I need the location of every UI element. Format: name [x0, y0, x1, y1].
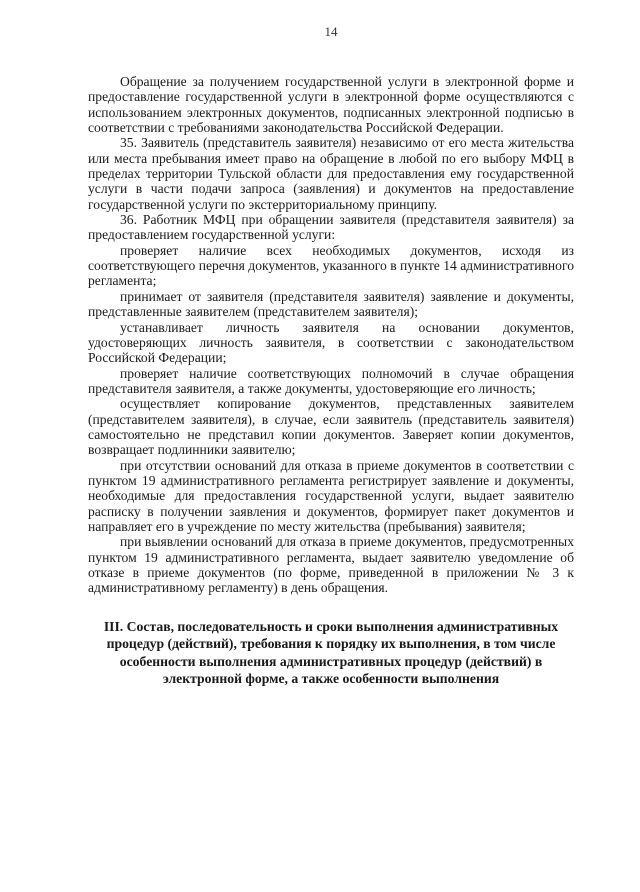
list-item-check-authority: проверяет наличие соответствующих полномочий в случае обращения представителя заявителя, а также документы, удостоверяющие его личность; — [88, 365, 574, 396]
page-number: 14 — [324, 24, 338, 39]
list-item-register-application: при отсутствии оснований для отказа в приеме документов в соответствии с пунктом 19 административного регламента регистрирует заявление и документы, необходимые для предоставления государственной услуги, выдает заявителю расписку в получении заявления и документов, формирует пакет документов и направляет его в учреждение по месту жительства (пребывания) заявителя; — [88, 457, 574, 534]
document-page — [88, 24, 574, 687]
list-item-refusal-notice: при выявлении оснований для отказа в приеме документов, предусмотренных пунктом 19 административного регламента, выдает заявителю уведомление об отказе в приеме документов (по форме, приведенной в приложении № 3 к административному регламенту) в день обращения. — [88, 534, 574, 596]
paragraph-35: 35. Заявитель (представитель заявителя) независимо от его места жительства или места пребывания имеет право на обращение в любой по его выбору МФЦ в пределах территории Тульской области для предоставления ему государственной услуги в части подачи запроса (заявления) и документов на предоставление государственной услуги по экстерриториальному принципу. — [88, 135, 574, 212]
paragraph-electronic-form: Обращение за получением государственной услуги в электронной форме и предоставление государственной услуги в электронной форме осуществляются с использованием электронных документов, подписанных электронной подписью в соответствии с требованиями законодательства Российской Федерации. — [88, 74, 574, 136]
paragraph-36: 36. Работник МФЦ при обращении заявителя (представителя заявителя) за предоставлением государственной услуги: — [88, 212, 574, 243]
list-item-copy-documents: осуществляет копирование документов, представленных заявителем (представителем заявителя), в случае, если заявитель (представитель заявителя) самостоятельно не представил копии документов. Заверяет копии документов, возвращает подлинники заявителю; — [88, 396, 574, 458]
section-heading: III. Состав, последовательность и сроки выполнения административных процедур (действий), требования к порядку их выполнения, в том числе особенности выполнения административных процедур (действий) в электронной форме, а также особенности выполнения — [103, 618, 559, 686]
list-item-check-documents: проверяет наличие всех необходимых документов, исходя из соответствующего перечня документов, указанного в пункте 14 административного регламента; — [88, 242, 574, 289]
list-item-identify-applicant: устанавливает личность заявителя на основании документов, удостоверяющих личность заявителя, в соответствии с законодательством Российской Федерации; — [88, 319, 574, 366]
list-item-accept-application: принимает от заявителя (представителя заявителя) заявление и документы, представленные заявителем (представителем заявителя); — [88, 288, 574, 320]
